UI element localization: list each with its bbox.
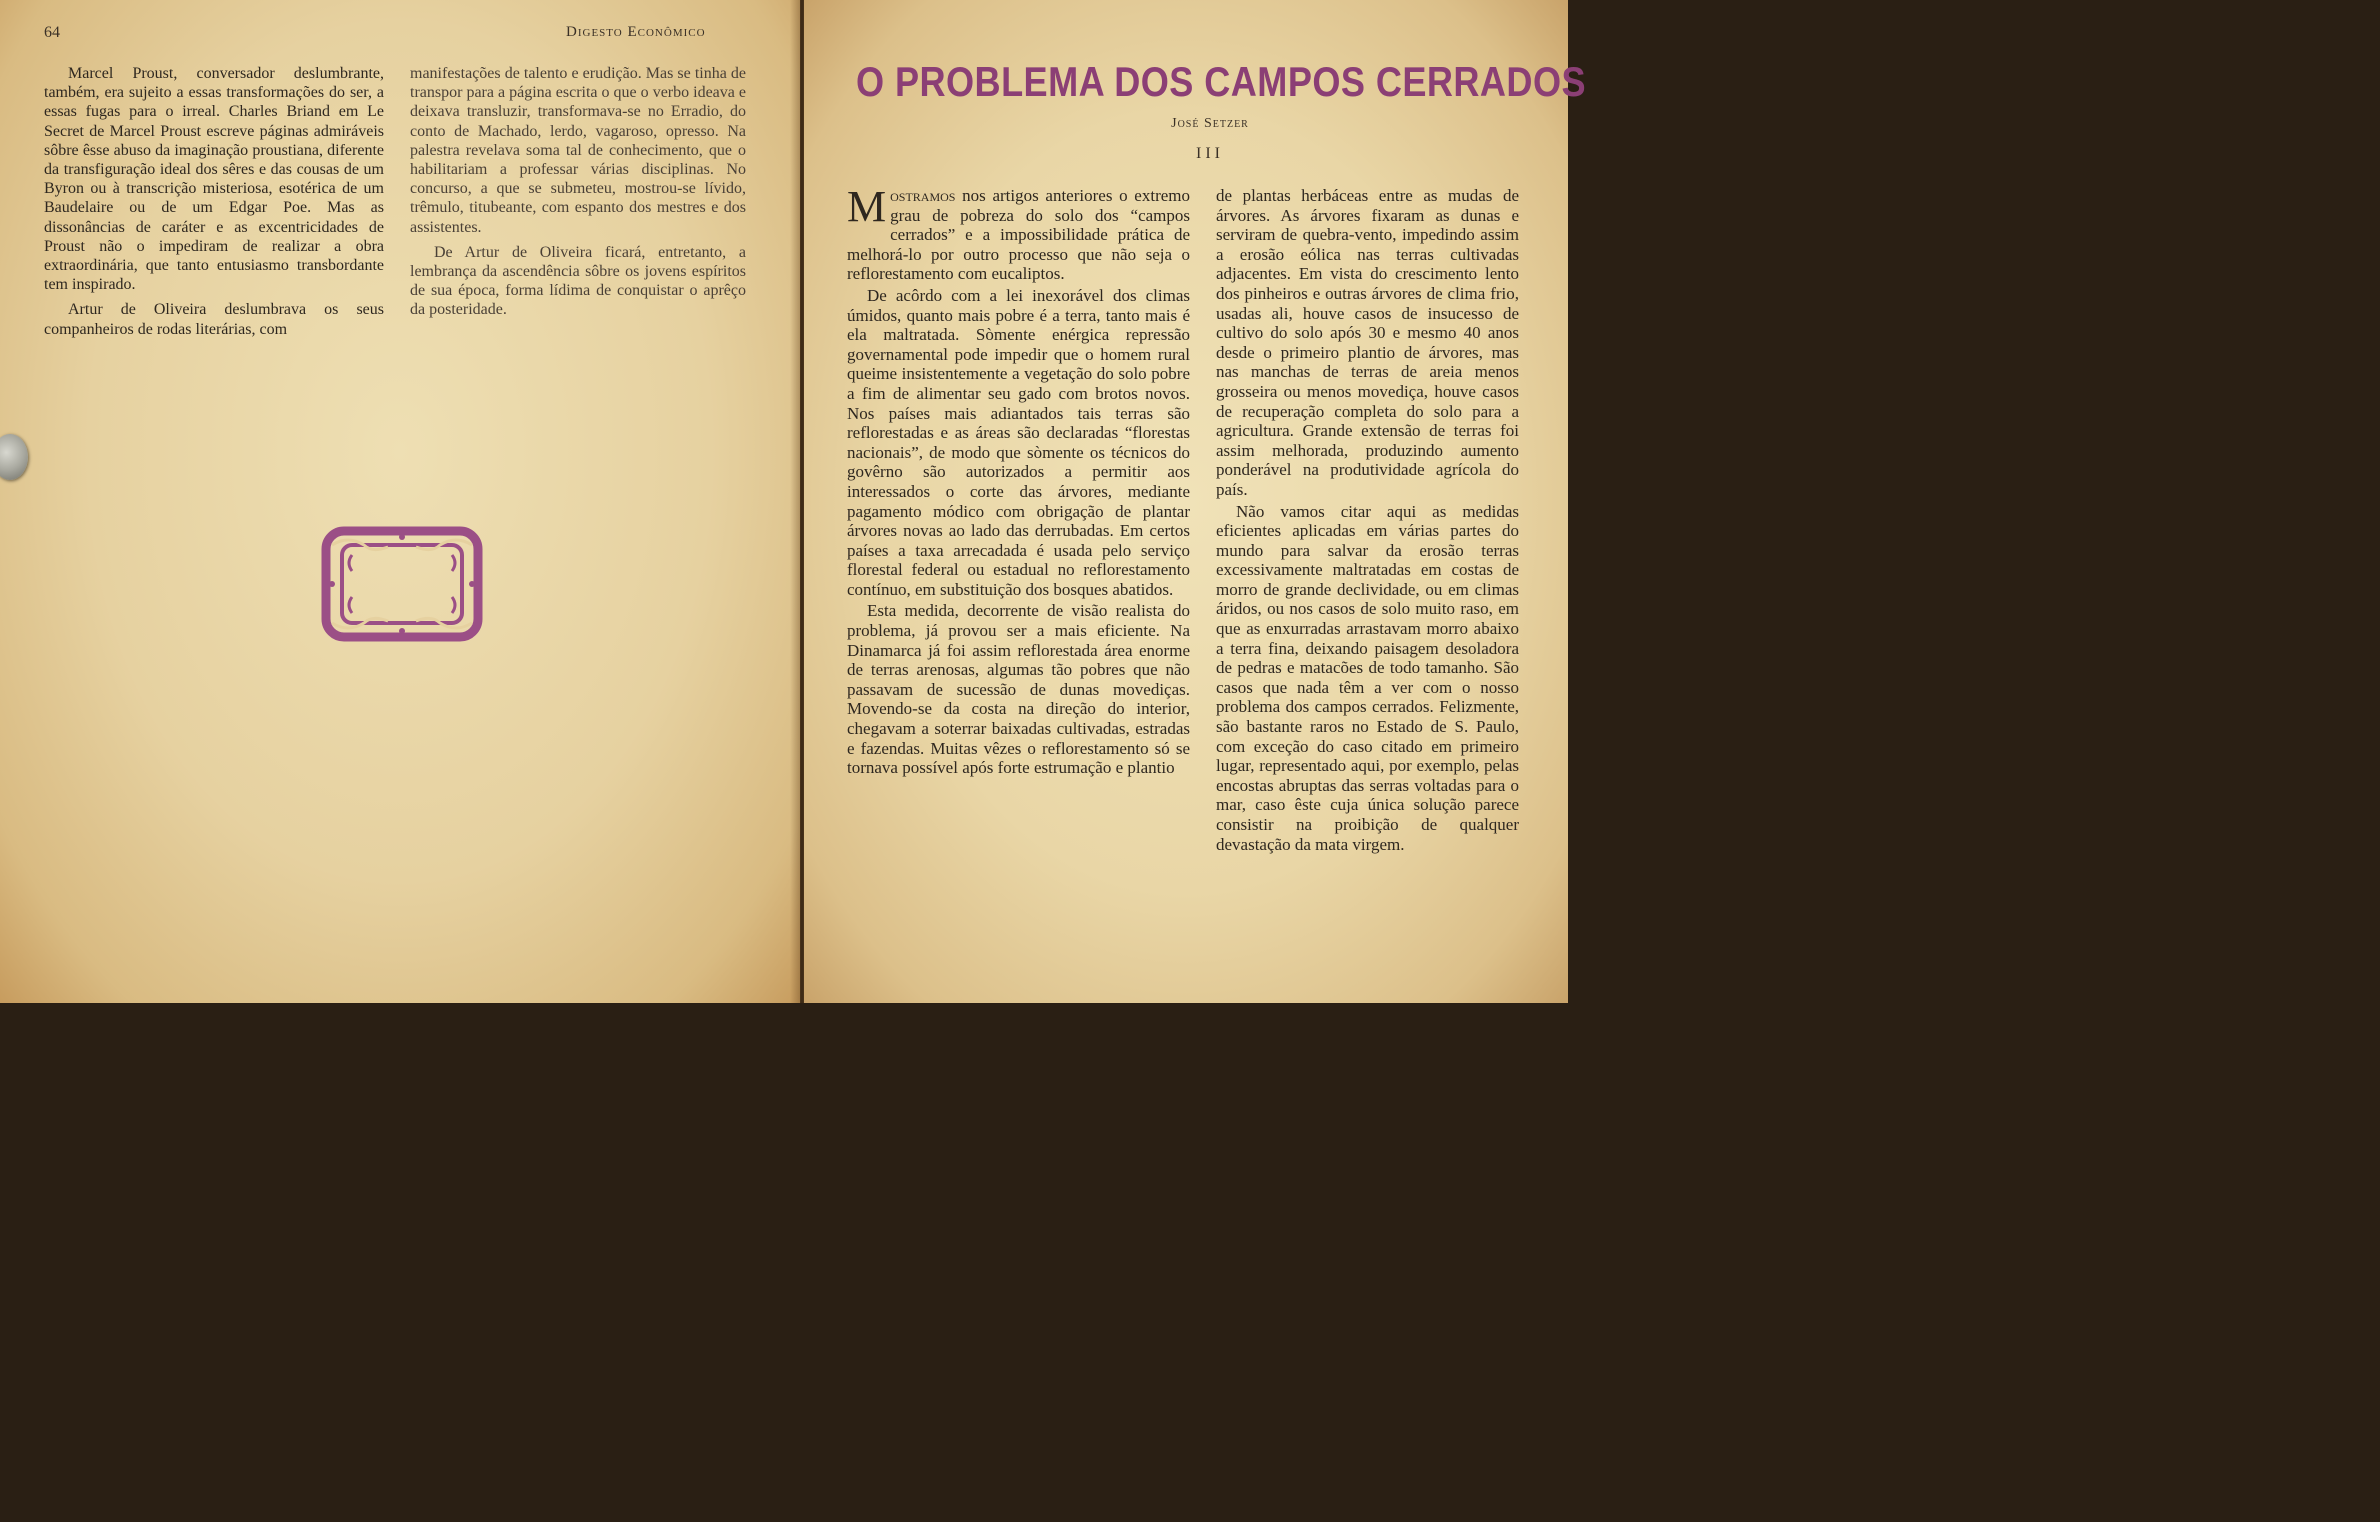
first-paragraph-text: nos artigos anteriores o extremo grau de pobreza do solo dos “campos cerrados” e a impossibilidade prática de melhorá-lo por outro processo que não seja o reflorestamento com eucaliptos. <box>847 186 1190 284</box>
drop-cap: M <box>847 182 887 231</box>
left-column-1 <box>44 64 384 339</box>
left-column-2 <box>410 64 746 320</box>
paragraph: Marcel Proust, conversador deslumbrante, também, era sujeito a essas transformações do ser, a essas fugas para o irreal. Charles Briand em Le Secret de Marcel Proust escreve páginas admiráveis sôbre êsse abuso da imaginação proustiana, diferente da transfiguração ideal dos sêres e das cousas de um Byron ou à transcrição misteriosa, esotérica de um Baudelaire ou de um Edgar Poe. Mas as dissonâncias de caráter e as excentricidades de Proust não o impediram de realizar a obra extraordinária, que tanto entusiasmo transbordante tem inspirado. <box>44 65 384 294</box>
right-column-1 <box>847 182 1190 778</box>
article-title: O PROBLEMA DOS CAMPOS CERRADOS <box>856 58 1586 105</box>
page-number: 64 <box>44 24 60 41</box>
author-byline: José Setzer <box>1171 116 1249 131</box>
part-number: III <box>1196 145 1224 162</box>
paragraph: de plantas herbáceas entre as mudas de árvores. As árvores fixaram as dunas e serviram de quebra-vento, impedindo assim a erosão eólica nas terras cultivadas adjacentes. Em vista do crescimento lento dos pinheiros e outras árvores de clima frio, usadas ali, houve casos de insucesso de cultivo do solo após 30 e mesmo 40 anos desde o primeiro plantio de árvores, mas nas manchas de terras de areia menos grosseira ou menos movediça, houve casos de recuperação completa do solo para a agricultura. Grande extensão de terras foi assim melhorada, produzindo aumento ponderável na produtividade agrícola do país. <box>1216 186 1519 499</box>
left-page <box>0 0 800 1003</box>
paragraph: De Artur de Oliveira ficará, entretanto, a lembrança da ascendência sôbre os jovens espíritos de sua época, forma lídima de conquistar o aprêço da posteridade. <box>410 243 746 319</box>
decorative-frame-ornament-icon <box>318 525 486 643</box>
paragraph: Esta medida, decorrente de visão realista do problema, já provou ser a mais eficiente. Na Dinamarca já foi assim reflorestada área enorme de terras arenosas, algumas tão pobres que não passavam de sucessão de dunas movediças. Movendo-se da costa na direção do interior, chegavam a soterrar baixadas cultivadas, estradas e fazendas. Muitas vêzes o reflorestamento só se tornava possível após forte estrumação e plantio <box>847 601 1190 778</box>
paragraph: Artur de Oliveira deslumbrava os seus companheiros de rodas literárias, com <box>44 301 384 338</box>
first-paragraph <box>847 182 1190 284</box>
binding-rivet-icon <box>0 434 28 480</box>
lead-word: ostramos <box>890 186 956 205</box>
paragraph: manifestações de talento e erudição. Mas se tinha de transpor para a página escrita o que o verbo ideava e deixava transluzir, transformava-se no Erradio, do conto de Machado, lerdo, vagaroso, opresso. Na palestra revelava soma tal de conhecimento, que o habilitariam a professar várias disciplinas. No concurso, a que se submeteu, mostrou-se lívido, trêmulo, titubeante, com espanto dos mestres e dos assistentes. <box>410 65 746 236</box>
paragraph: Não vamos citar aqui as medidas eficientes aplicadas em várias partes do mundo para salvar da erosão terras excessivamente maltratadas em costas de morro de grande declividade, ou em climas áridos, ou nos casos de solo muito raso, em que as enxurradas arrastavam morro abaixo a terra fina, deixando paisagem desoladora de pedras e matacões de todo tamanho. São casos que nada têm a ver com o nosso problema dos campos cerrados. Felizmente, são bastante raros no Estado de S. Paulo, com exceção do caso citado em primeiro lugar, representado aqui, por exemplo, pelas encostas abruptas das serras voltadas para o mar, caso êste cuja única solução parece consistir na proibição de qualquer devastação da mata virgem. <box>1216 501 1519 854</box>
paragraph: De acôrdo com a lei inexorável dos climas úmidos, quanto mais pobre é a terra, tanto mais é ela maltratada. Sòmente enérgica repressão governamental pode impedir que o homem rural queime insistentemente a vegetação do solo pobre a fim de alimentar seu gado com brotos novos. Nos países mais adiantados tais terras são reflorestadas e as áreas são declaradas “florestas nacionais”, de modo que sòmente os técnicos do govêrno são autorizados a permitir aos interessados o corte das árvores, mediante pagamento módico com obrigação de plantar árvores novas ao lado das derrubadas. Em certos países a taxa arrecadada é usada pelo serviço florestal federal ou estadual no reflorestamento contínuo, em substituição dos bosques abatidos. <box>847 285 1190 599</box>
right-column-2 <box>1216 186 1519 854</box>
running-head: Digesto Econômico <box>566 24 706 40</box>
